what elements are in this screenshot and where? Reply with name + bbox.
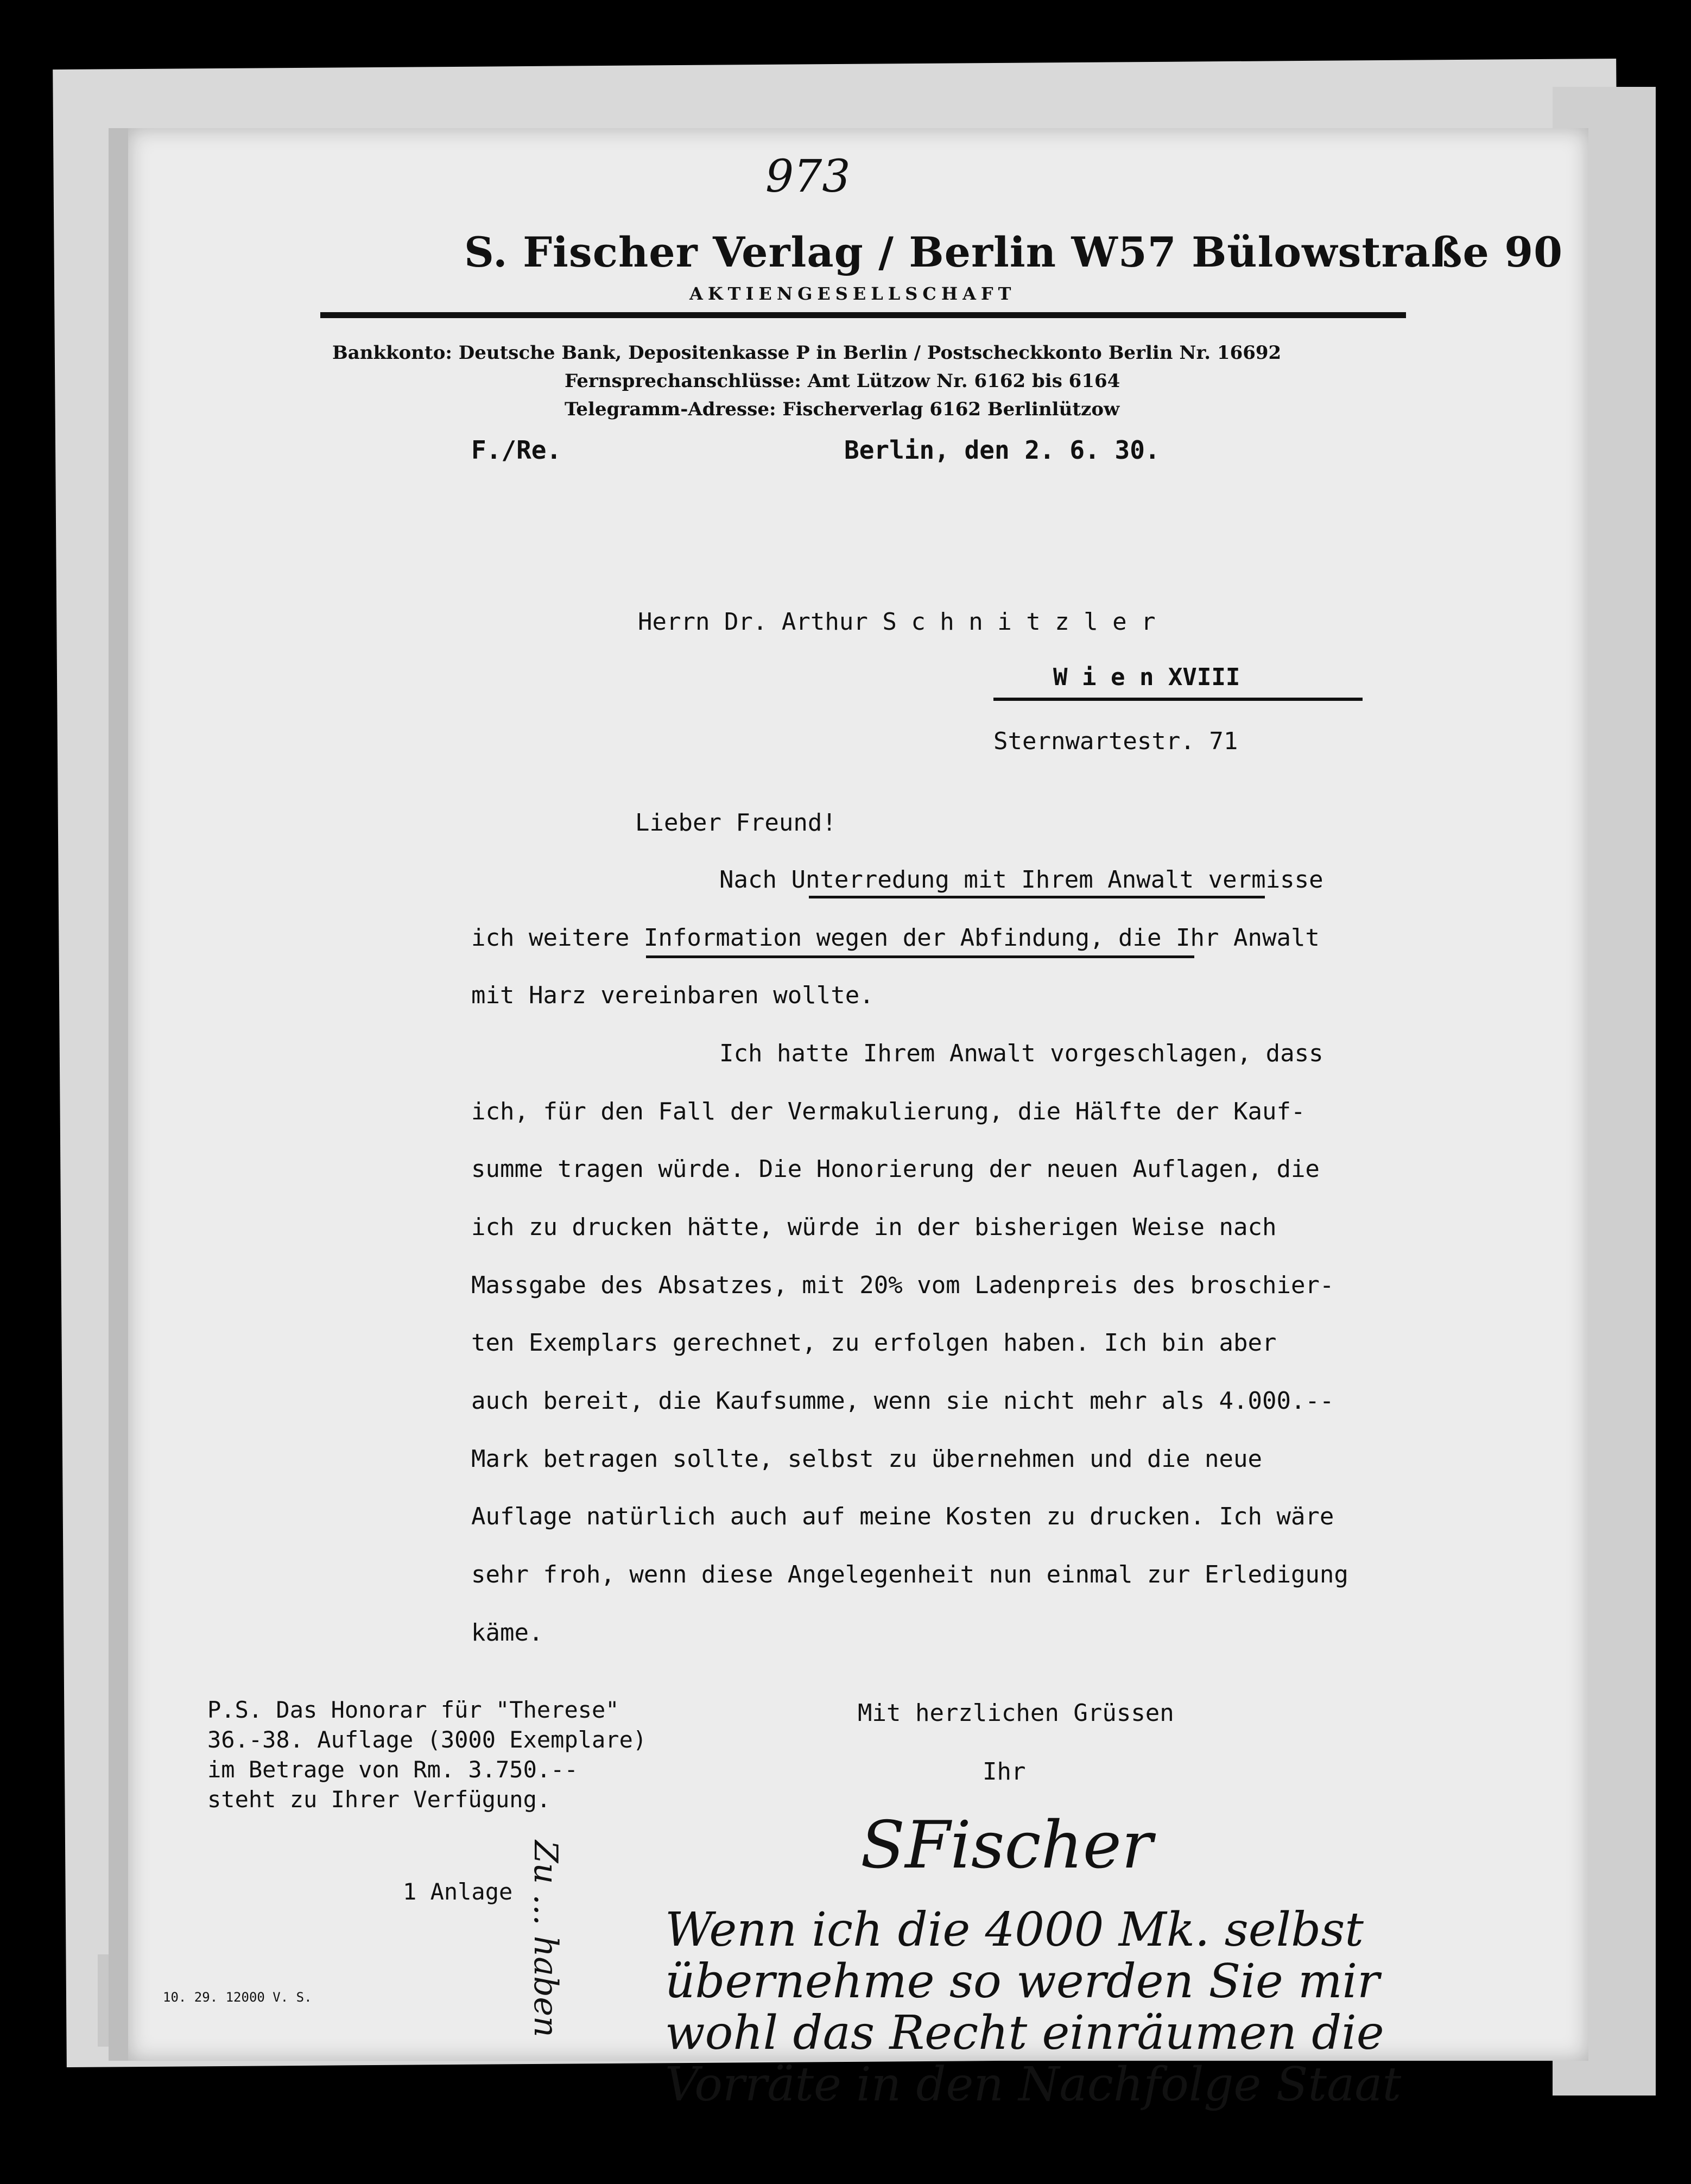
body-line: ten Exemplars gerechnet, zu erfolgen haben. Ich bin aber: [471, 1329, 1277, 1357]
letterhead-title: S. Fischer Verlag / Berlin W57 Bülowstraße 90: [464, 228, 1563, 276]
postscript-line: im Betrage von Rm. 3.750.--: [207, 1756, 578, 1783]
postscript-line: P.S. Das Honorar für "Therese": [207, 1696, 619, 1723]
body-line: sehr froh, wenn diese Angelegenheit nun einmal zur Erledigung: [471, 1561, 1348, 1588]
closing: Mit herzlichen Grüssen: [858, 1699, 1174, 1727]
body-line: käme.: [471, 1619, 543, 1647]
body-line: Auflage natürlich auch auf meine Kosten zu drucken. Ich wäre: [471, 1503, 1334, 1530]
footer-code: 10. 29. 12000 V. S.: [163, 1990, 312, 2005]
signature: SFischer: [860, 1808, 1153, 1883]
body-line: Ich hatte Ihrem Anwalt vorgeschlagen, dass: [719, 1040, 1323, 1067]
handwritten-note-line: wohl das Recht einräumen die: [665, 2006, 1384, 2060]
body-line: Massgabe des Absatzes, mit 20% vom Ladenpreis des broschier-: [471, 1271, 1334, 1299]
body-line: ich zu drucken hätte, würde in der bisherigen Weise nach: [471, 1213, 1277, 1241]
body-line: Mark betragen sollte, selbst zu übernehmen und die neue: [471, 1445, 1262, 1473]
handwritten-note-line: übernehme so werden Sie mir: [665, 1954, 1380, 2009]
reference-code: F./Re.: [471, 435, 562, 465]
margin-handwriting: Zu ... haben: [527, 1840, 565, 2037]
handwritten-note-line: Vorräte in den Nachfolge Staat: [665, 2058, 1402, 2112]
handwritten-note-line: Wenn ich die 4000 Mk. selbst: [665, 1903, 1364, 1957]
recipient-name: Herrn Dr. Arthur S c h n i t z l e r: [638, 608, 1156, 636]
body-line: summe tragen würde. Die Honorierung der neuen Auflagen, die: [471, 1155, 1320, 1183]
letterhead-rule: [320, 312, 1406, 318]
letter-date: Berlin, den 2. 6. 30.: [844, 435, 1160, 465]
handwritten-underline: [809, 896, 1265, 898]
letterhead-subtitle: AKTIENGESELLSCHAFT: [689, 283, 1016, 304]
letterhead-telegram: Telegramm-Adresse: Fischerverlag 6162 Berlinlützow: [565, 398, 1120, 420]
body-line: Nach Unterredung mit Ihrem Anwalt vermisse: [719, 866, 1323, 894]
archive-number: 973: [765, 151, 851, 202]
body-line: mit Harz vereinbaren wollte.: [471, 982, 874, 1009]
body-line: ich, für den Fall der Vermakulierung, die Hälfte der Kauf-: [471, 1098, 1306, 1125]
enclosure-note: 1 Anlage: [403, 1878, 513, 1905]
recipient-street: Sternwartestr. 71: [993, 727, 1238, 755]
recipient-city: W i e n XVIII: [1053, 663, 1240, 691]
recipient-city-rule: [993, 698, 1363, 701]
body-line: ich weitere Information wegen der Abfindung, die Ihr Anwalt: [471, 924, 1320, 952]
handwritten-underline: [646, 955, 1194, 958]
postscript-line: steht zu Ihrer Verfügung.: [207, 1786, 551, 1813]
salutation: Lieber Freund!: [635, 809, 837, 837]
letterhead-bank: Bankkonto: Deutsche Bank, Depositenkasse P in Berlin / Postscheckkonto Berlin Nr. 16692: [332, 342, 1282, 364]
body-line: auch bereit, die Kaufsumme, wenn sie nicht mehr als 4.000.--: [471, 1387, 1334, 1415]
closing-ihr: Ihr: [983, 1758, 1026, 1786]
letterhead-phone: Fernsprechanschlüsse: Amt Lützow Nr. 6162 bis 6164: [565, 370, 1120, 392]
paper-edge: [109, 128, 130, 2061]
postscript-line: 36.-38. Auflage (3000 Exemplare): [207, 1726, 647, 1753]
